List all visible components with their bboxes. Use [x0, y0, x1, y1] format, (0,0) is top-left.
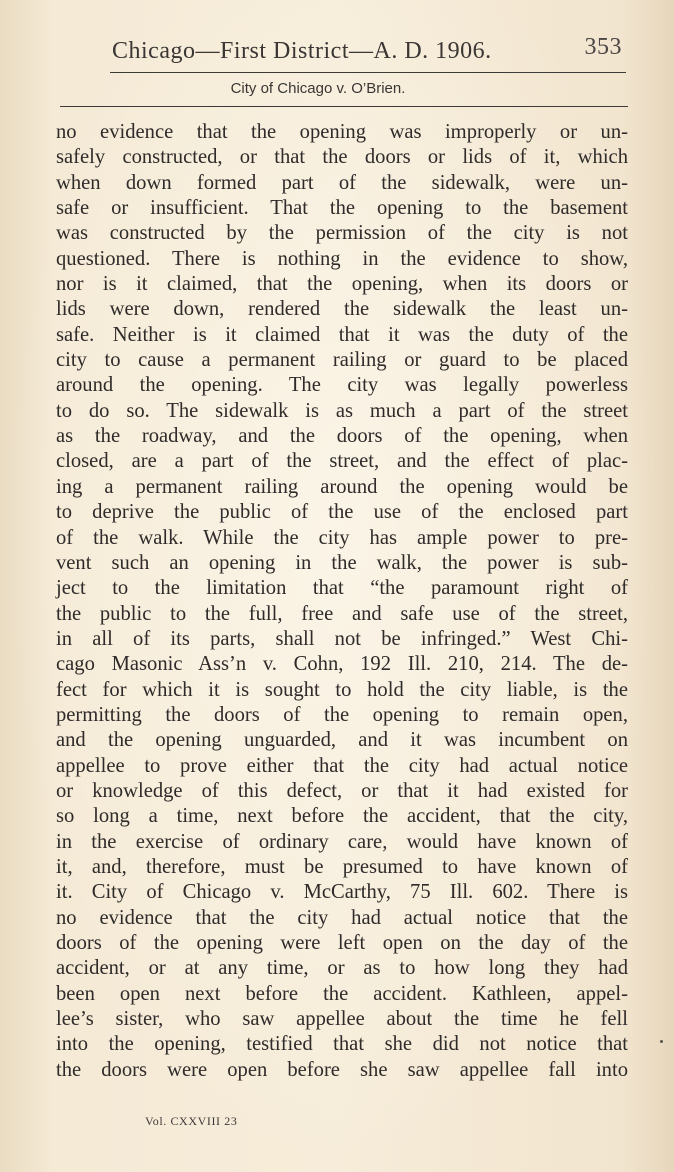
text-line: ing a permanent railing around the opening would be	[56, 475, 628, 498]
text-line: been open next before the accident. Kathleen, appel-	[56, 982, 628, 1005]
text-line: appellee to prove either that the city had actual notice	[56, 754, 628, 777]
text-line: or knowledge of this defect, or that it had existed for	[56, 779, 628, 802]
text-line: in all of its parts, shall not be infringed.” West Chi-	[56, 627, 628, 650]
header-rule	[110, 72, 626, 73]
running-head	[112, 34, 622, 72]
text-line: so long a time, next before the accident, that the city,	[56, 805, 628, 828]
text-line: it. City of Chicago v. McCarthy, 75 Ill. 602. There is	[56, 881, 628, 904]
text-line: it, and, therefore, must be presumed to have known of	[56, 855, 628, 878]
text-line: in the exercise of ordinary care, would have known of	[56, 830, 628, 853]
text-line: closed, are a part of the street, and the effect of plac-	[56, 450, 628, 473]
text-line: lee’s sister, who saw appellee about the time he fell	[56, 1008, 628, 1031]
text-line: permitting the doors of the opening to remain open,	[56, 703, 628, 726]
case-name-text: City of Chicago v. O’Brien.	[230, 80, 406, 97]
case-name-rule	[60, 106, 628, 107]
text-line: when down formed part of the sidewalk, were un-	[56, 171, 628, 194]
case-name	[0, 80, 674, 97]
text-line: the public to the full, free and safe use of the street,	[56, 602, 628, 625]
page-number: 353	[584, 34, 622, 60]
text-line: no evidence that the opening was improperly or un-	[56, 121, 628, 143]
text-line: safely constructed, or that the doors or lids of it, which	[56, 146, 628, 169]
text-line: the doors were open before she saw appellee fall into	[56, 1058, 628, 1081]
text-line: lids were down, rendered the sidewalk the least un-	[56, 298, 628, 321]
text-line: vent such an opening in the walk, the power is sub-	[56, 551, 628, 574]
text-line: accident, or at any time, or as to how long they had	[56, 957, 628, 980]
text-line: city to cause a permanent railing or guard to be placed	[56, 349, 628, 372]
body-text	[56, 120, 628, 1083]
text-line: was constructed by the permission of the city is not	[56, 222, 628, 245]
footer-signature: Vol. CXXVIII 23	[145, 1114, 238, 1128]
text-line: to do so. The sidewalk is as much a part of the street	[56, 399, 628, 422]
text-line: around the opening. The city was legally powerless	[56, 374, 628, 397]
text-line: and the opening unguarded, and it was incumbent on	[56, 729, 628, 752]
text-line: to deprive the public of the use of the enclosed part	[56, 501, 628, 524]
text-line: questioned. There is nothing in the evidence to show,	[56, 247, 628, 270]
running-title: Chicago—First District—A. D. 1906.	[112, 38, 492, 64]
text-line: no evidence that the city had actual notice that the	[56, 906, 628, 929]
text-line: cago Masonic Ass’n v. Cohn, 192 Ill. 210, 214. The de-	[56, 653, 628, 676]
text-line: nor is it claimed, that the opening, when its doors or	[56, 273, 628, 296]
text-line: ject to the limitation that “the paramount right of	[56, 577, 628, 600]
text-line: fect for which it is sought to hold the city liable, is the	[56, 678, 628, 701]
text-line: safe. Neither is it claimed that it was the duty of the	[56, 323, 628, 346]
text-line: of the walk. While the city has ample power to pre-	[56, 526, 628, 549]
margin-mark	[660, 1040, 663, 1043]
text-line: as the roadway, and the doors of the opening, when	[56, 425, 628, 448]
text-line: safe or insufficient. That the opening to the basement	[56, 197, 628, 220]
text-line: into the opening, testified that she did not notice that	[56, 1033, 628, 1056]
text-line: doors of the opening were left open on the day of the	[56, 932, 628, 954]
